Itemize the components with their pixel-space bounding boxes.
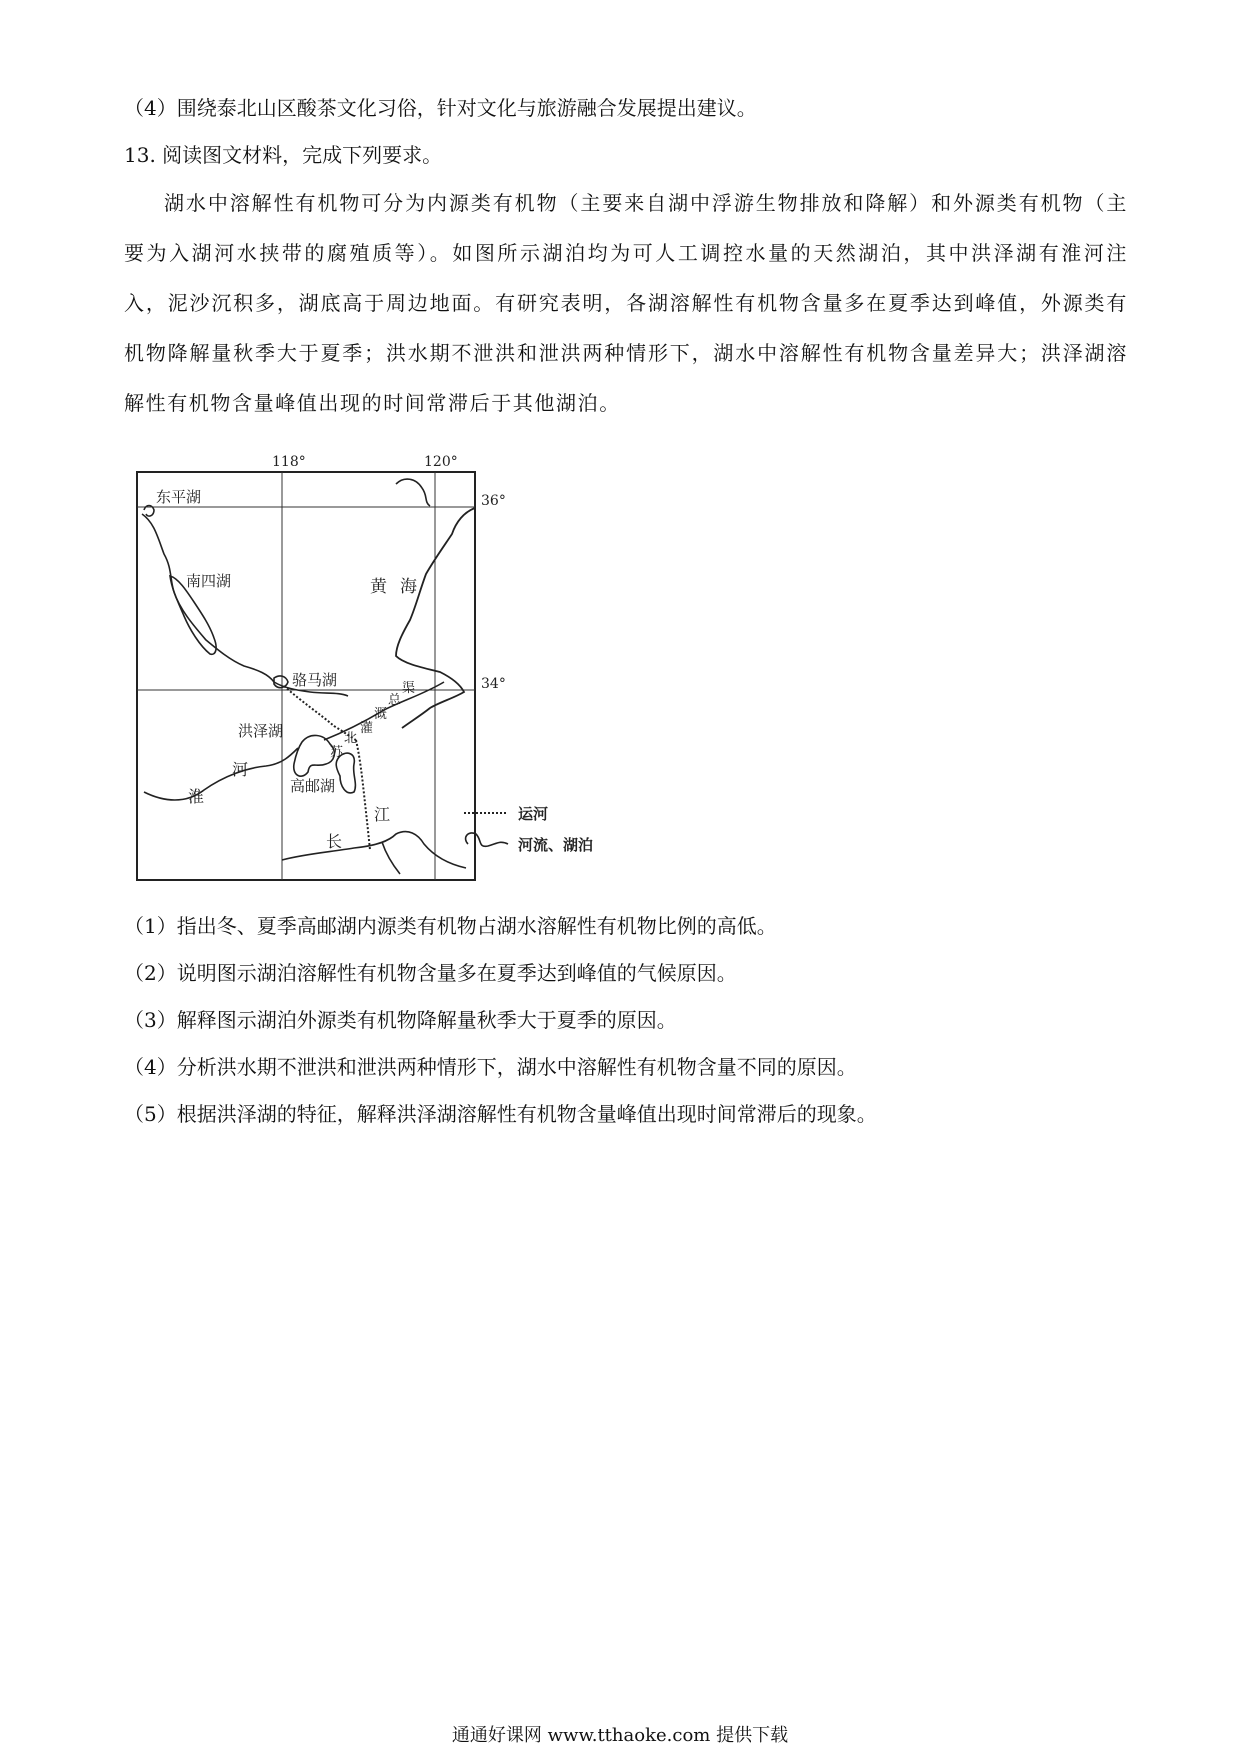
label-canal-6: 渠	[402, 681, 416, 696]
label-canal-2: 北	[344, 731, 358, 746]
lake-map-figure	[134, 450, 674, 882]
lat-label-36: 36°	[481, 493, 506, 509]
label-gaoyou: 高邮湖	[290, 777, 336, 795]
question-12-4: （4）围绕泰北山区酸茶文化习俗，针对文化与旅游融合发展提出建议。	[124, 96, 757, 120]
question-13-3: （3）解释图示湖泊外源类有机物降解量秋季大于夏季的原因。	[124, 1008, 677, 1032]
page-footer: 通通好课网 www.tthaoke.com 提供下载	[451, 1725, 789, 1746]
label-sea-2: 海	[400, 577, 417, 597]
grand-canal	[356, 740, 370, 850]
label-huai-1: 淮	[188, 787, 205, 806]
label-dongping: 东平湖	[156, 488, 202, 506]
yangtze-branch	[382, 842, 400, 874]
yangtze-river	[282, 832, 466, 868]
question-13-material: 湖水中溶解性有机物可分为内源类有机物（主要来自湖中浮游生物排放和降解）和外源类有机物（主要为入湖河水挟带的腐殖质等）。如图所示湖泊均为可人工调控水量的天然湖泊，其中洪泽湖有淮河注入，泥沙沉积多，湖底高于周边地面。有研究表明，各湖溶解性有机物含量多在夏季达到峰值，外源类有机物降解量秋季大于夏季；洪水期不泄洪和泄洪两种情形下，湖水中溶解性有机物含量差异大；洪泽湖溶解性有机物含量峰值出现的时间常滞后于其他湖泊。	[124, 191, 1128, 415]
label-chang-1: 长	[326, 832, 343, 851]
legend-canal-label: 运河	[518, 805, 549, 823]
lat-label-34: 34°	[481, 676, 506, 692]
lon-label-120: 120°	[424, 454, 458, 470]
question-13-1: （1）指出冬、夏季高邮湖内源类有机物占湖水溶解性有机物比例的高低。	[124, 914, 777, 938]
question-13-2: （2）说明图示湖泊溶解性有机物含量多在夏季达到峰值的气候原因。	[124, 961, 737, 985]
label-canal-5: 总	[388, 693, 402, 708]
label-canal-4: 溉	[374, 707, 388, 722]
label-sea-1: 黄	[370, 577, 387, 597]
label-canal-3: 灌	[360, 721, 374, 736]
question-13-5: （5）根据洪泽湖的特征，解释洪泽湖溶解性有机物含量峰值出现时间常滞后的现象。	[124, 1102, 877, 1126]
bay-inlet	[396, 479, 430, 506]
label-nansi: 南四湖	[186, 572, 232, 590]
question-13-title: 13. 阅读图文材料，完成下列要求。	[124, 143, 443, 167]
label-canal-1: 苏	[330, 745, 344, 760]
legend-river-lake-swatch	[466, 833, 508, 846]
western-river	[142, 514, 348, 696]
huai-river	[144, 748, 298, 800]
legend-river-lake-label: 河流、湖泊	[518, 836, 594, 854]
lake-hongze-shape	[294, 735, 335, 776]
label-chang-2: 江	[374, 805, 391, 824]
label-luoma: 骆马湖	[292, 671, 338, 689]
question-13-4: （4）分析洪水期不泄洪和泄洪两种情形下，湖水中溶解性有机物含量不同的原因。	[124, 1055, 857, 1079]
label-hongze: 洪泽湖	[238, 722, 284, 740]
label-huai-2: 河	[232, 760, 249, 779]
lon-label-118: 118°	[272, 454, 306, 470]
